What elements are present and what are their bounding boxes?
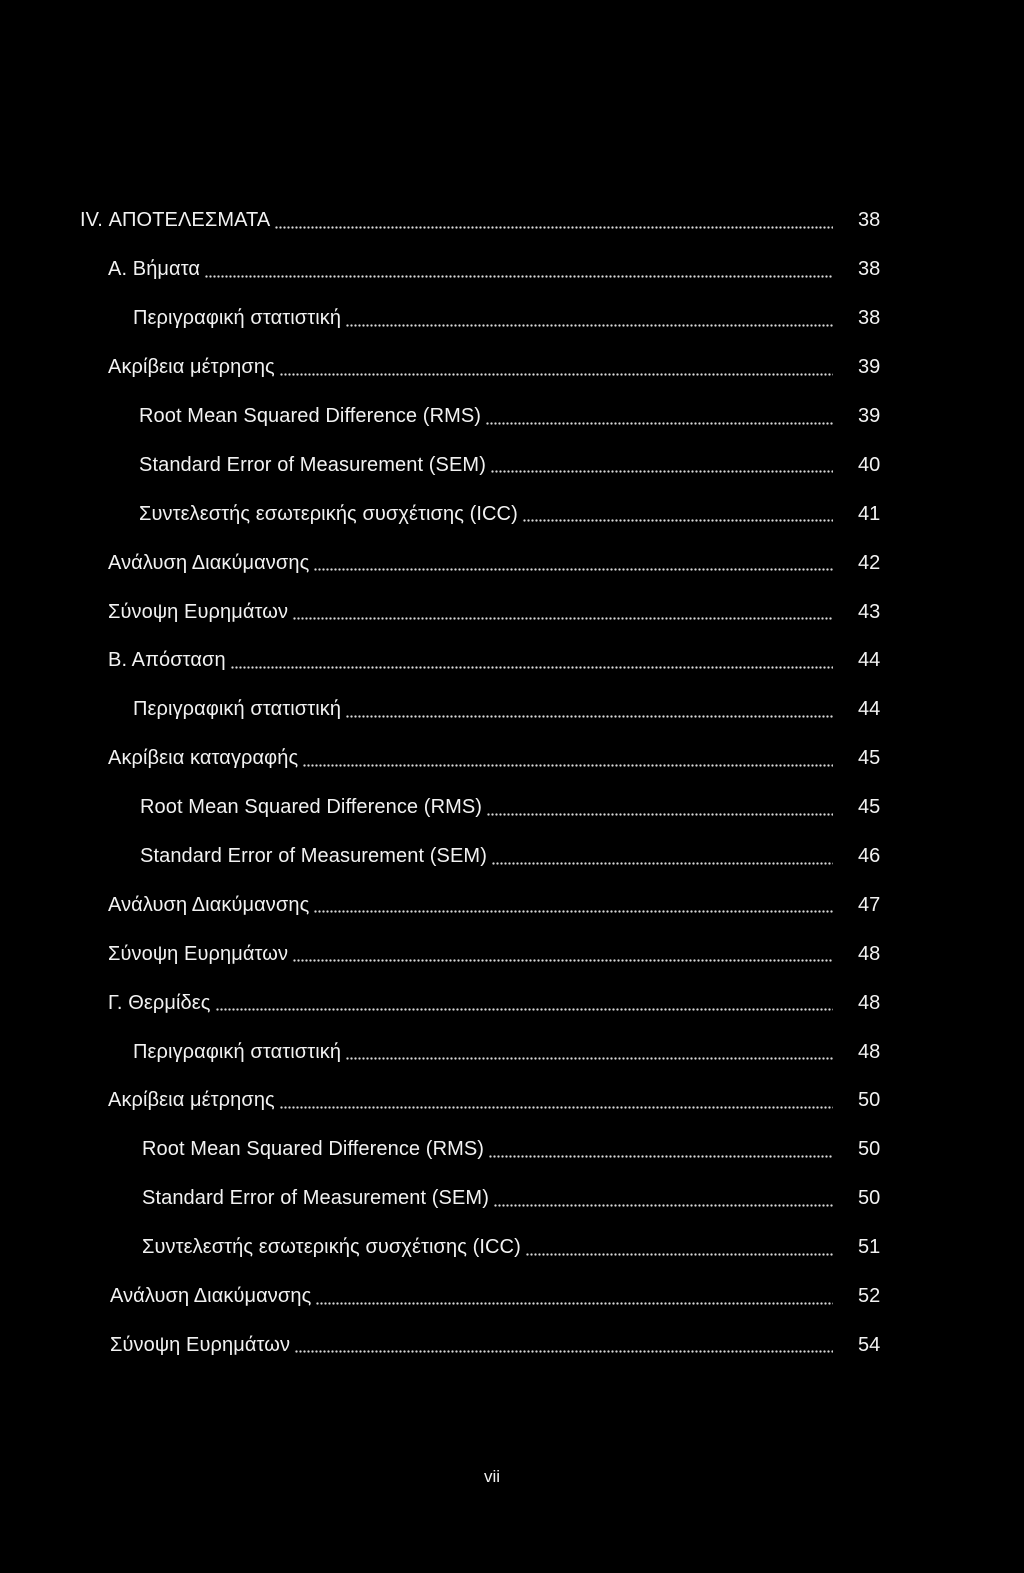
toc-entry: [0, 734, 1024, 783]
toc-entry: [0, 1076, 1024, 1125]
toc-entry-label: Standard Error of Measurement (SEM): [142, 1187, 489, 1210]
toc-entry-label: Γ. Θερμίδες: [108, 991, 211, 1014]
toc-entry-main: [0, 504, 833, 524]
toc-entry: [0, 294, 1024, 343]
toc-leader-dots: [216, 1008, 833, 1011]
toc-entry-label: Root Mean Squared Difference (RMS): [139, 405, 482, 427]
toc-leader-dots: [346, 1057, 833, 1060]
toc-leader-dots: [293, 617, 833, 620]
toc-entry-main: [0, 406, 833, 426]
toc-entry-label: Ακρίβεια μέτρησης: [108, 356, 275, 379]
toc-leader-dots: [280, 1106, 833, 1109]
toc-entry-label: IV. ΑΠΟΤΕΛΕΣΜΑΤΑ: [80, 209, 271, 232]
toc-leader-dots: [489, 1155, 833, 1158]
toc-entry: [0, 587, 1024, 636]
toc-entry: [0, 1027, 1024, 1076]
toc-entry: [0, 196, 1024, 245]
toc-entry-label: Συντελεστής εσωτερικής συσχέτισης (ICC): [142, 1236, 521, 1259]
toc-leader-dots: [486, 422, 833, 425]
toc-entry: [0, 1223, 1024, 1272]
toc-entry-label: Περιγραφική στατιστική: [133, 1040, 342, 1063]
toc-entry: [0, 685, 1024, 734]
toc-page-number: 39: [858, 405, 881, 427]
toc-page-number: 48: [858, 942, 881, 965]
toc-page-number: 48: [858, 1040, 881, 1063]
toc-entry: [0, 880, 1024, 929]
toc-page-number: 50: [858, 1089, 881, 1112]
toc-leader-dots: [314, 568, 833, 571]
toc-entry-main: [0, 602, 833, 622]
toc-leader-dots: [491, 470, 833, 473]
toc-entry: [0, 1125, 1024, 1174]
toc-entry-main: [0, 1139, 833, 1159]
toc-page-number: 42: [858, 551, 881, 574]
toc-entry: [0, 538, 1024, 587]
toc-page-number: 50: [858, 1138, 881, 1161]
toc-leader-dots: [346, 715, 833, 718]
toc-entry-label: Συντελεστής εσωτερικής συσχέτισης (ICC): [139, 502, 518, 525]
toc-entry-main: [0, 553, 833, 573]
toc-entry-main: [0, 1042, 833, 1062]
toc-leader-dots: [314, 910, 833, 913]
toc-page-number: 44: [858, 698, 881, 721]
toc-entry-label: Ακρίβεια μέτρησης: [108, 1089, 275, 1112]
toc-entry-main: [0, 748, 833, 768]
toc-entry-main: [0, 1237, 833, 1257]
toc-entry: [0, 245, 1024, 294]
toc-entry-main: [0, 357, 833, 377]
toc-entry: [0, 832, 1024, 881]
toc-page-number: 46: [858, 845, 881, 868]
toc-page-number: 45: [858, 796, 881, 819]
toc-entry-label: Root Mean Squared Difference (RMS): [142, 1138, 485, 1161]
toc-entry-label: Ακρίβεια καταγραφής: [108, 747, 299, 770]
toc-entry: [0, 929, 1024, 978]
toc-entry-main: [0, 699, 833, 719]
toc-entry-main: [0, 846, 833, 866]
toc-entry-label: Ανάλυση Διακύμανσης: [108, 893, 310, 916]
toc-entry: [0, 1320, 1024, 1369]
toc-entry-label: Standard Error of Measurement (SEM): [139, 453, 486, 476]
toc-leader-dots: [275, 226, 833, 229]
toc-leader-dots: [231, 666, 833, 669]
toc-leader-dots: [346, 324, 833, 327]
toc-entry-label: Α. Βήματα: [108, 258, 201, 281]
toc-entry-main: [0, 1335, 833, 1355]
toc-entry: [0, 1272, 1024, 1321]
toc-entry-main: [0, 210, 833, 230]
toc-entry-label: Standard Error of Measurement (SEM): [140, 845, 487, 868]
toc-entry-main: [0, 1090, 833, 1110]
toc-leader-dots: [494, 1204, 833, 1207]
toc-page-number: 38: [858, 307, 881, 330]
toc-page-number: 54: [858, 1333, 881, 1356]
toc-leader-dots: [295, 1350, 833, 1353]
toc-entry-label: Ανάλυση Διακύμανσης: [110, 1285, 312, 1308]
toc-entry-label: Root Mean Squared Difference (RMS): [140, 796, 483, 819]
toc-entry: [0, 343, 1024, 392]
toc-entry-label: Σύνοψη Ευρημάτων: [108, 942, 289, 965]
toc-entry-main: [0, 308, 833, 328]
toc-entry: [0, 636, 1024, 685]
table-of-contents: [0, 196, 1024, 1369]
toc-entry-main: [0, 797, 833, 817]
toc-page-number: 52: [858, 1285, 881, 1308]
toc-leader-dots: [303, 764, 833, 767]
toc-page-number: 47: [858, 893, 881, 916]
toc-leader-dots: [492, 862, 833, 865]
toc-entry-label: Σύνοψη Ευρημάτων: [108, 600, 289, 623]
toc-entry-label: Ανάλυση Διακύμανσης: [108, 551, 310, 574]
toc-entry-main: [0, 650, 833, 670]
toc-leader-dots: [280, 373, 833, 376]
toc-page-number: 39: [858, 356, 881, 379]
toc-entry: [0, 392, 1024, 441]
toc-entry: [0, 1174, 1024, 1223]
toc-entry-main: [0, 895, 833, 915]
toc-entry-main: [0, 455, 833, 475]
toc-entry-main: [0, 259, 833, 279]
page-number-footer: vii: [483, 1467, 501, 1486]
toc-leader-dots: [487, 813, 833, 816]
toc-leader-dots: [205, 275, 833, 278]
toc-page-number: 50: [858, 1187, 881, 1210]
toc-page-number: 45: [858, 747, 881, 770]
toc-page-number: 44: [858, 649, 881, 672]
toc-entry-main: [0, 1286, 833, 1306]
toc-page-number: 51: [858, 1236, 881, 1259]
toc-entry: [0, 489, 1024, 538]
toc-page-number: 41: [858, 502, 881, 525]
toc-page-number: 38: [858, 209, 881, 232]
toc-entry: [0, 978, 1024, 1027]
toc-entry-label: Σύνοψη Ευρημάτων: [110, 1333, 291, 1356]
toc-entry-main: [0, 1188, 833, 1208]
toc-entry: [0, 440, 1024, 489]
toc-leader-dots: [293, 959, 833, 962]
toc-entry-label: Περιγραφική στατιστική: [133, 698, 342, 721]
toc-entry-main: [0, 993, 833, 1013]
toc-page-number: 43: [858, 600, 881, 623]
toc-leader-dots: [316, 1302, 833, 1305]
toc-entry: [0, 783, 1024, 832]
toc-entry-label: Β. Απόσταση: [108, 649, 226, 672]
toc-page-number: 48: [858, 991, 881, 1014]
toc-entry-label: Περιγραφική στατιστική: [133, 307, 342, 330]
toc-leader-dots: [523, 519, 833, 522]
toc-leader-dots: [526, 1253, 833, 1256]
toc-page-number: 40: [858, 453, 881, 476]
toc-page-number: 38: [858, 258, 881, 281]
toc-entry-main: [0, 944, 833, 964]
